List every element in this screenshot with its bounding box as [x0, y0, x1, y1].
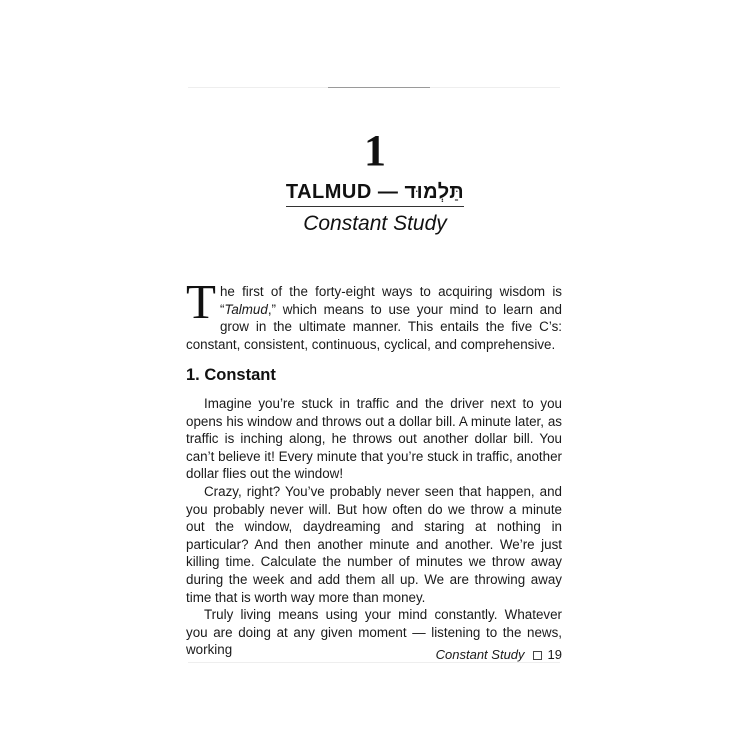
chapter-number: 1 — [364, 126, 386, 175]
body-paragraph: Imagine you’re stuck in traffic and the driver next to you opens his window and throws out a dollar bill. A minute later, as traffic is inching along, he throws out another dollar bill. You can’t believe it! Every minute that you’re stuck in traffic, another dollar flies out the window! — [186, 396, 562, 482]
top-rule-center — [328, 87, 430, 88]
body-paragraph: Truly living means using your mind constantly. Whatever you are doing at any given moment — listening to the news, working — [186, 607, 562, 658]
running-title: Constant Study — [435, 647, 525, 662]
section-heading: 1. Constant — [186, 366, 276, 384]
section-body — [186, 395, 562, 659]
intro-paragraph — [186, 274, 562, 353]
body-paragraph: Crazy, right? You’ve probably never seen that happen, and you probably never will. But how often do we throw a minute out the window, daydreaming and staring at nothing in particular? And then another minute and another. We’re just killing time. Calculate the number of minutes we throw away during the week and add them all up. We are throwing away time that is worth way more than money. — [186, 483, 562, 605]
intro-italic-term: Talmud — [224, 301, 268, 317]
intro-text-before: he first of the forty-eight ways to acquiring wisdom is “ — [219, 284, 562, 317]
page-number: 19 — [547, 647, 562, 662]
footer-rule — [188, 662, 560, 663]
chapter-subtitle: Constant Study — [303, 212, 447, 235]
square-separator-icon — [533, 651, 542, 660]
chapter-title-row — [0, 180, 750, 207]
chapter-title: TALMUD — תַּלְמוּד — [286, 180, 464, 207]
drop-cap: T — [186, 274, 216, 329]
intro-text-after: ,” which means to use your mind to learn and grow in the ultimate manner. This entails the five C’s: constant, consistent, continuous, cyclical, and comprehensive. — [186, 301, 562, 352]
